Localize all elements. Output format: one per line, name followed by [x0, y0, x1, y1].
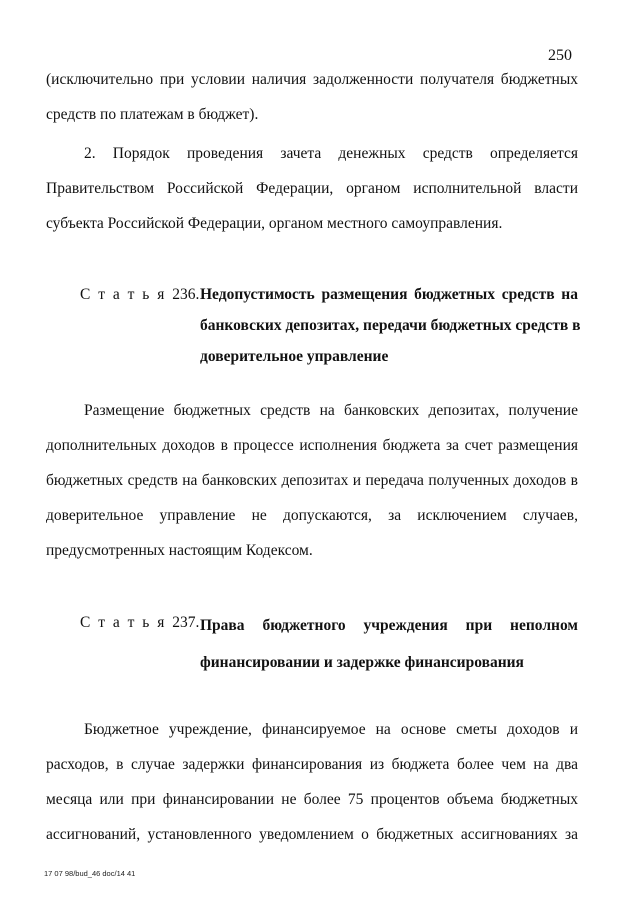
text-line: дополнительных доходов в процессе исполнения бюджета за счет размещения	[46, 437, 578, 454]
title-line: Права бюджетного учреждения при неполном	[200, 617, 578, 634]
text-line: Размещение бюджетных средств на банковских депозитах, получение	[84, 402, 578, 419]
file-footer: 17 07 98/bud_46 doc/14 41	[44, 869, 136, 878]
article-label: С т а т ь я	[80, 286, 167, 303]
article-number	[80, 607, 199, 638]
page-number: 250	[548, 47, 572, 64]
article-number	[80, 279, 199, 310]
title-line: финансировании и задержке финансирования	[200, 654, 524, 671]
title-line: доверительное управление	[200, 348, 389, 365]
title-line: банковских депозитах, передачи бюджетных средств в	[200, 317, 581, 334]
article-title	[200, 607, 578, 681]
text-line: бюджетных средств на банковских депозитах и передача полученных доходов в	[46, 472, 578, 489]
article-label: С т а т ь я	[80, 614, 167, 631]
article-237-body	[46, 712, 578, 852]
article-236-body	[46, 393, 578, 568]
text-line: ассигнований, установленного уведомлением о бюджетных ассигнованиях за	[46, 826, 578, 843]
text-line: месяца или при финансировании не более 75 процентов объема бюджетных	[46, 791, 578, 808]
text-line: Правительством Российской Федерации, органом исполнительной власти	[46, 180, 578, 197]
title-line: Недопустимость размещения бюджетных средств на	[200, 286, 578, 303]
text-line: предусмотренных настоящим Кодексом.	[46, 542, 313, 559]
article-title	[200, 279, 581, 372]
text-line: доверительное управление не допускаются, за исключением случаев,	[46, 507, 578, 524]
article-number-value: 236.	[172, 286, 200, 303]
paragraph-continuation	[46, 62, 578, 132]
text-line: 2. Порядок проведения зачета денежных средств определяется	[84, 145, 578, 162]
text-line: средств по платежам в бюджет).	[46, 106, 259, 123]
article-number-value: 237.	[172, 614, 200, 631]
text-line: расходов, в случае задержки финансирования из бюджета более чем на два	[46, 756, 578, 773]
text-line: Бюджетное учреждение, финансируемое на основе сметы доходов и	[84, 721, 578, 738]
text-line: субъекта Российской Федерации, органом местного самоуправления.	[46, 215, 503, 232]
paragraph-item-2	[46, 136, 578, 241]
text-line: (исключительно при условии наличия задолженности получателя бюджетных	[46, 71, 578, 88]
